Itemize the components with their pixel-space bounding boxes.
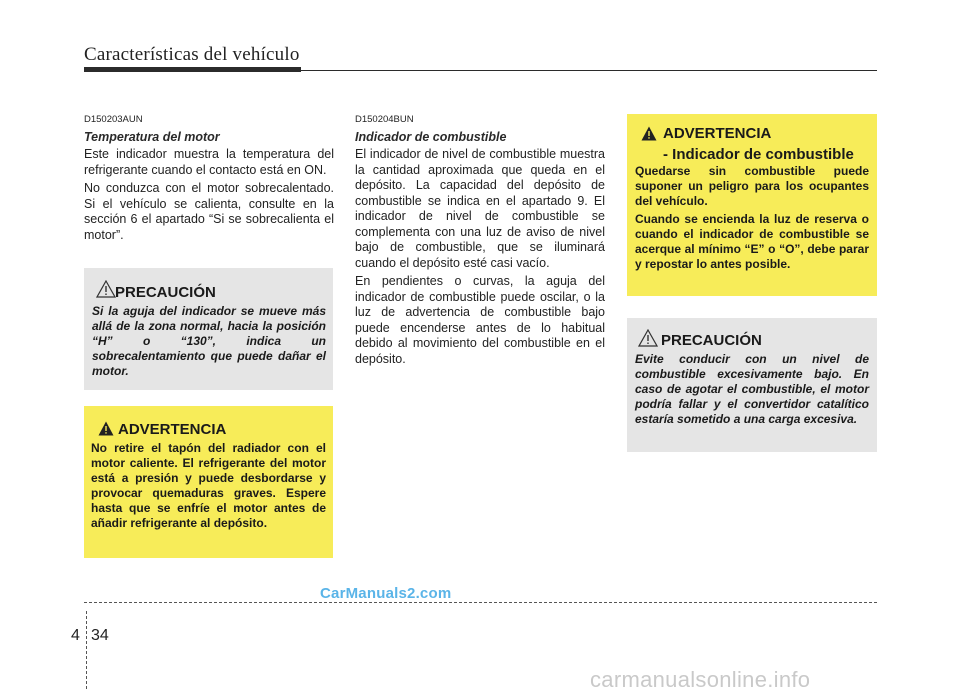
warning-triangle-outline-icon	[96, 280, 116, 303]
warning-triangle-solid-icon	[98, 421, 114, 441]
paragraph: No conduzca con el motor sobrecalentado. Si el vehículo se calienta, consulte en la sección 6 el apartado “Si se sobrecalienta el motor”.	[84, 181, 334, 242]
warning-text: No retire el tapón del radiador con el motor caliente. El refrigerante del motor está a presión y puede desbordarse y provocar quemaduras graves. Espere hasta que se enfríe el motor antes de añadir refrigerante al depósito.	[91, 441, 326, 530]
warning-triangle-outline-icon	[638, 329, 658, 352]
warning-text: Cuando se encienda la luz de reserva o cuando el indicador de combustible se acerque al mínimo “E” o “O”, debe parar y repostar lo antes posible.	[635, 212, 869, 271]
section-engine-temperature	[84, 114, 334, 246]
warning-box-radiator	[84, 406, 333, 558]
section-code: D150204BUN	[355, 114, 414, 125]
site-watermark: carmanualsonline.info	[590, 667, 811, 692]
section-title: Temperatura del motor	[84, 130, 220, 144]
caution-title: PRECAUCIÓN	[661, 332, 762, 349]
footer-vertical-divider	[86, 611, 87, 689]
header-rule-thin	[301, 70, 877, 71]
paragraph: En pendientes o curvas, la aguja del indicador de combustible puede oscilar, o la luz de advertencia de combustible bajo puede encenderse antes de lo habitual debido al movimiento del combustible en el depósito.	[355, 274, 605, 366]
header-rule-thick	[84, 67, 301, 72]
section-fuel-gauge	[355, 114, 605, 370]
warning-title: ADVERTENCIA	[663, 125, 772, 142]
page-header-title: Características del vehículo	[84, 44, 300, 65]
warning-body	[635, 164, 869, 275]
warning-box-fuel	[627, 114, 877, 296]
caution-box-fuel	[627, 318, 877, 452]
footer-divider	[84, 602, 877, 603]
caution-title: PRECAUCIÓN	[115, 284, 216, 301]
section-title: Indicador de combustible	[355, 130, 507, 144]
caution-text: Evite conducir con un nivel de combustible excesivamente bajo. En caso de agotar el combustible, el motor podría fallar y el convertidor catalítico estaría sometido a una carga excesiva.	[635, 352, 869, 426]
paragraph: Este indicador muestra la temperatura del refrigerante cuando el contacto está en ON.	[84, 147, 334, 177]
section-code: D150203AUN	[84, 114, 143, 125]
paragraph: El indicador de nivel de combustible muestra la cantidad aproximada que queda en el depósito. La capacidad del depósito de combustible se indica en el apartado 9. El indicador de nivel de combustible se complementa con una luz de aviso de nivel bajo de combustible, que se iluminará cuando el depósito esté casi vacío.	[355, 147, 605, 270]
page-number: 34	[91, 627, 109, 644]
caution-text: Si la aguja del indicador se mueve más allá de la zona normal, hacia la posición “H” o “130”, indica un sobrecalentamiento que puede dañar el motor.	[92, 304, 326, 378]
warning-title: ADVERTENCIA	[118, 421, 227, 438]
watermark-link[interactable]: CarManuals2.com	[320, 585, 452, 602]
caution-box-temperature	[84, 268, 333, 390]
warning-subtitle: - Indicador de combustible	[663, 146, 854, 163]
section-number: 4	[71, 627, 80, 644]
warning-triangle-solid-icon	[641, 126, 657, 146]
warning-text: Quedarse sin combustible puede suponer un peligro para los ocupantes del vehículo.	[635, 164, 869, 208]
